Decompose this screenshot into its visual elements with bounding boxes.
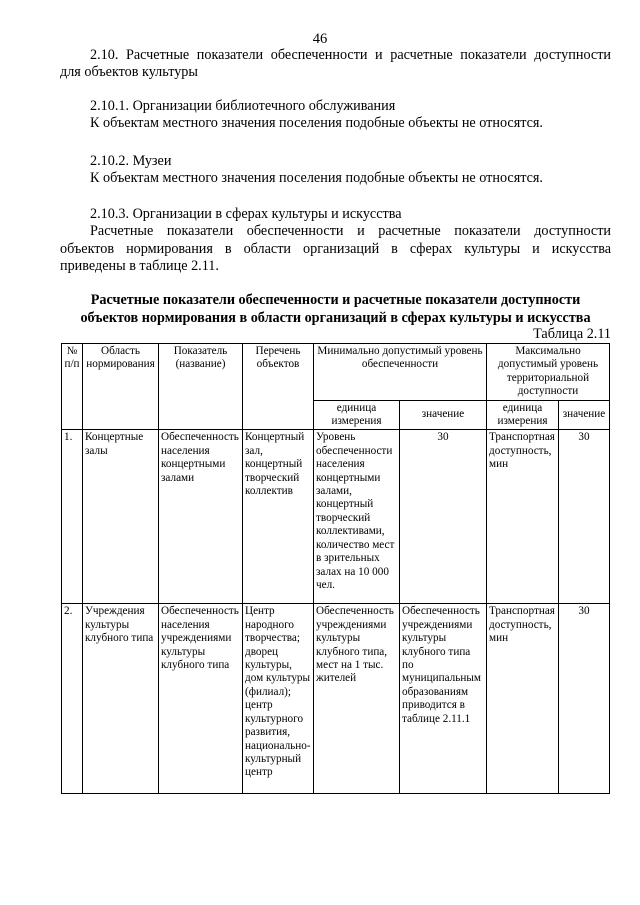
table-title (60, 292, 611, 327)
header-num: № п/п (62, 344, 83, 430)
section-2-10 (60, 47, 611, 82)
cell-max-value: 30 (559, 604, 610, 794)
cell-num: 2. (62, 604, 83, 794)
section-2-10-3-heading: 2.10.3. Организации в сферах культуры и искусства (90, 206, 402, 222)
header-min-level: Минимально допустимый уровень обеспеченности (314, 344, 487, 401)
cell-max-unit: Транспортная доступность, мин (487, 604, 559, 794)
cell-max-value: 30 (559, 430, 610, 604)
cell-min-unit: Обеспеченность учреждениями культуры клубного типа, мест на 1 тыс. жителей (314, 604, 400, 794)
table-header-row (62, 344, 610, 401)
header-value: значение (400, 400, 487, 430)
table-row (62, 430, 610, 604)
section-2-10-title-line1: 2.10. Расчетные показатели обеспеченности и расчетные показатели доступности (90, 47, 611, 63)
table-label: Таблица 2.11 (533, 326, 611, 342)
header-unit2: единица измерения (487, 400, 559, 430)
header-area: Область нормирования (83, 344, 159, 430)
cell-indicator: Обеспеченность населения учреждениями культуры клубного типа (159, 604, 243, 794)
section-2-10-3-text-line3: приведены в таблице 2.11. (60, 258, 219, 275)
section-2-10-3 (60, 206, 611, 276)
section-2-10-2-heading: 2.10.2. Музеи (90, 153, 172, 169)
cell-objects: Концертный зал, концертный творческий коллектив (243, 430, 314, 604)
header-indicator: Показатель (название) (159, 344, 243, 430)
cell-max-unit: Транспортная доступность, мин (487, 430, 559, 604)
table-title-line2: объектов нормирования в области организаций в сферах культуры и искусства (80, 309, 591, 326)
section-2-10-1-text: К объектам местного значения поселения подобные объекты не относятся. (90, 115, 543, 132)
page-number: 46 (312, 31, 328, 47)
table-title-line1: Расчетные показатели обеспеченности и расчетные показатели доступности (90, 292, 581, 308)
cell-min-unit: Уровень обеспеченности населения концертными залами, концертный творческий коллективами, количество мест в зрительных залах на 10 000 чел. (314, 430, 400, 604)
section-2-10-1 (60, 98, 611, 133)
cell-min-value: 30 (400, 430, 487, 604)
cell-area: Учреждения культуры клубного типа (83, 604, 159, 794)
section-2-10-1-heading: 2.10.1. Организации библиотечного обслуживания (90, 98, 396, 114)
section-2-10-2 (60, 153, 611, 188)
cell-num: 1. (62, 430, 83, 604)
header-objects: Перечень объектов (243, 344, 314, 430)
cell-indicator: Обеспеченность населения концертными залами (159, 430, 243, 604)
header-value2: значение (559, 400, 610, 430)
cell-objects: Центр народного творчества; дворец культуры, дом культуры (филиал); центр культурного развития, национально-культурный центр (243, 604, 314, 794)
section-2-10-2-text: К объектам местного значения поселения подобные объекты не относятся. (90, 170, 543, 187)
indicators-table (61, 343, 610, 794)
cell-min-value: Обеспеченность учреждениями культуры клубного типа по муниципальным образованиям приводится в таблице 2.11.1 (400, 604, 487, 794)
cell-area: Концертные залы (83, 430, 159, 604)
section-2-10-3-text-line1: Расчетные показатели обеспеченности и расчетные показатели доступности (90, 223, 611, 240)
header-max-level: Максимально допустимый уровень территориальной доступности (487, 344, 610, 401)
section-2-10-3-text-line2: объектов нормирования в области организаций в сферах культуры и искусства (60, 240, 611, 257)
table-row (62, 604, 610, 794)
header-unit: единица измерения (314, 400, 400, 430)
section-2-10-title-line2: для объектов культуры (60, 64, 198, 81)
